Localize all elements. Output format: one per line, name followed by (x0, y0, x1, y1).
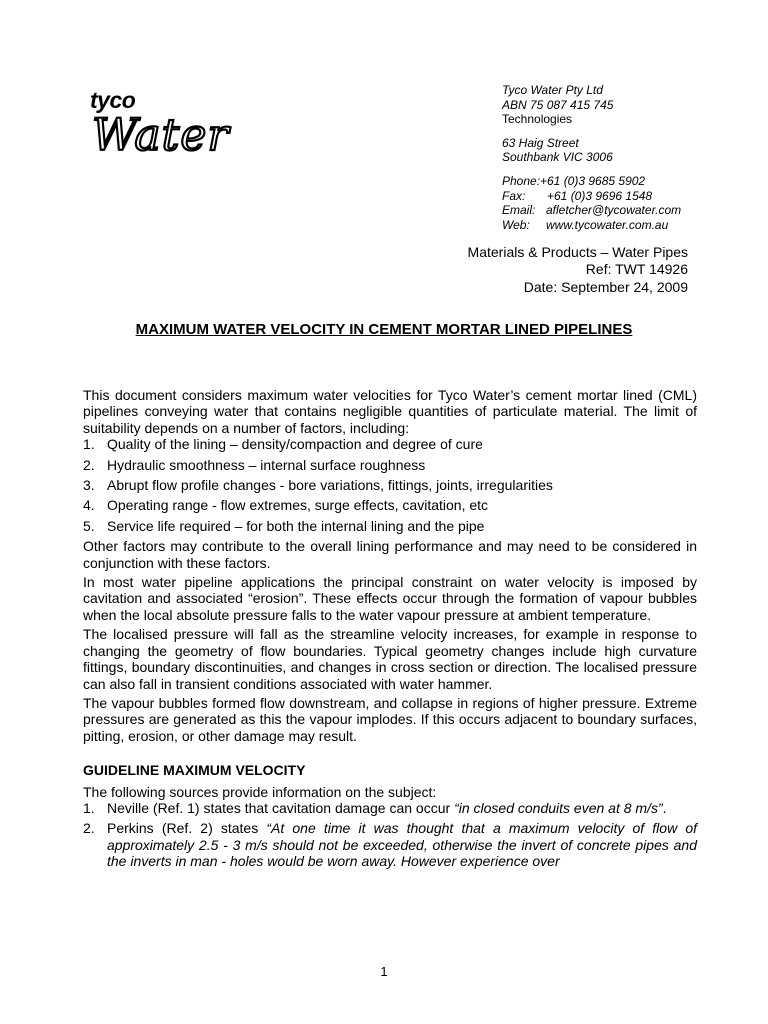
list-item: 2. Hydraulic smoothness – internal surface roughness (83, 456, 426, 473)
guideline-heading: GUIDELINE MAXIMUM VELOCITY (83, 762, 306, 779)
company-contact-block (502, 83, 742, 232)
list-item: 3. Abrupt flow profile changes - bore variations, fittings, joints, irregularities (83, 477, 553, 494)
company-abn: ABN 75 087 415 745 (502, 97, 614, 112)
body-paragraph: The localised pressure will fall as the streamline velocity increases, for example in response to changing the geometry of flow boundaries. Typical geometry changes include high curvature fittings, boundary discontinuities, and changes in cross section or direction. The localised pressure can also fall in transient conditions associated with water hammer. (83, 626, 697, 692)
email-label: Email: (502, 203, 536, 218)
body-paragraph: The vapour bubbles formed flow downstream, and collapse in regions of higher pressure. Extreme pressures are generated as this the vapour implodes. If this occurs adjacent to boundary surfaces, pitting, erosion, or other damage may result. (83, 694, 697, 744)
company-division: Technologies (502, 112, 573, 127)
list-item: 4. Operating range - flow extremes, surge effects, cavitation, etc (83, 497, 489, 514)
company-city: Southbank VIC 3006 (502, 150, 613, 165)
fax-row (502, 189, 742, 204)
email-row (502, 203, 742, 218)
reference-department: Materials & Products – Water Pipes (467, 244, 688, 260)
company-name: Tyco Water Pty Ltd (502, 83, 603, 97)
web-row (502, 218, 742, 233)
web-label: Web: (502, 217, 530, 232)
logo-product: Water (92, 110, 230, 160)
phone-label: Phone: (502, 173, 541, 188)
fax-value: +61 (0)3 9696 1548 (547, 188, 653, 203)
web-value[interactable]: www.tycowater.com.au (546, 217, 669, 232)
logo-brand: tyco (90, 87, 136, 113)
factors-list (83, 436, 697, 534)
fax-label: Fax: (502, 188, 526, 203)
phone-row (502, 174, 742, 189)
company-street: 63 Haig Street (502, 135, 579, 150)
body-paragraph: Other factors may contribute to the overall lining performance and may need to be considered in conjunction with these factors. (83, 538, 697, 571)
email-value[interactable]: afletcher@tycowater.com (546, 203, 682, 218)
phone-value: +61 (0)3 9685 5902 (540, 173, 646, 188)
list-item: 2. Perkins (Ref. 2) states “At one time it was thought that a maximum velocity of flow of approximately 2.5 - 3 m/s should not be exceeded, otherwise the invert of concrete pipes and the inverts in man - holes would be worn away. However experience over (83, 820, 697, 870)
page-number: 1 (380, 964, 388, 979)
list-item: 5. Service life required – for both the internal lining and the pipe (83, 517, 485, 534)
sources-list (83, 800, 697, 870)
document-title: MAXIMUM WATER VELOCITY IN CEMENT MORTAR LINED PIPELINES (135, 321, 633, 338)
reference-block (468, 244, 688, 296)
document-body (83, 387, 697, 874)
tyco-water-logo (88, 88, 278, 160)
intro-paragraph: This document considers maximum water velocities for Tyco Water’s cement mortar lined (CML) pipelines conveying water that contains negligible quantities of particulate material. The limit of suitability depends on a number of factors, including: (83, 387, 697, 436)
water-script-logo-icon (88, 108, 278, 160)
list-item: 1. Neville (Ref. 1) states that cavitation damage can occur “in closed conduits even at 8 m/s”. (83, 799, 667, 816)
body-paragraph: In most water pipeline applications the principal constraint on water velocity is imposed by cavitation and associated “erosion”. These effects occur through the formation of vapour bubbles when the local absolute pressure falls to the water vapour pressure at ambient temperature. (83, 574, 697, 623)
list-item: 1. Quality of the lining – density/compaction and degree of cure (83, 436, 483, 453)
reference-date: Date: September 24, 2009 (523, 278, 688, 295)
guideline-lead: The following sources provide information on the subject: (83, 783, 437, 800)
reference-number: Ref: TWT 14926 (585, 261, 688, 278)
